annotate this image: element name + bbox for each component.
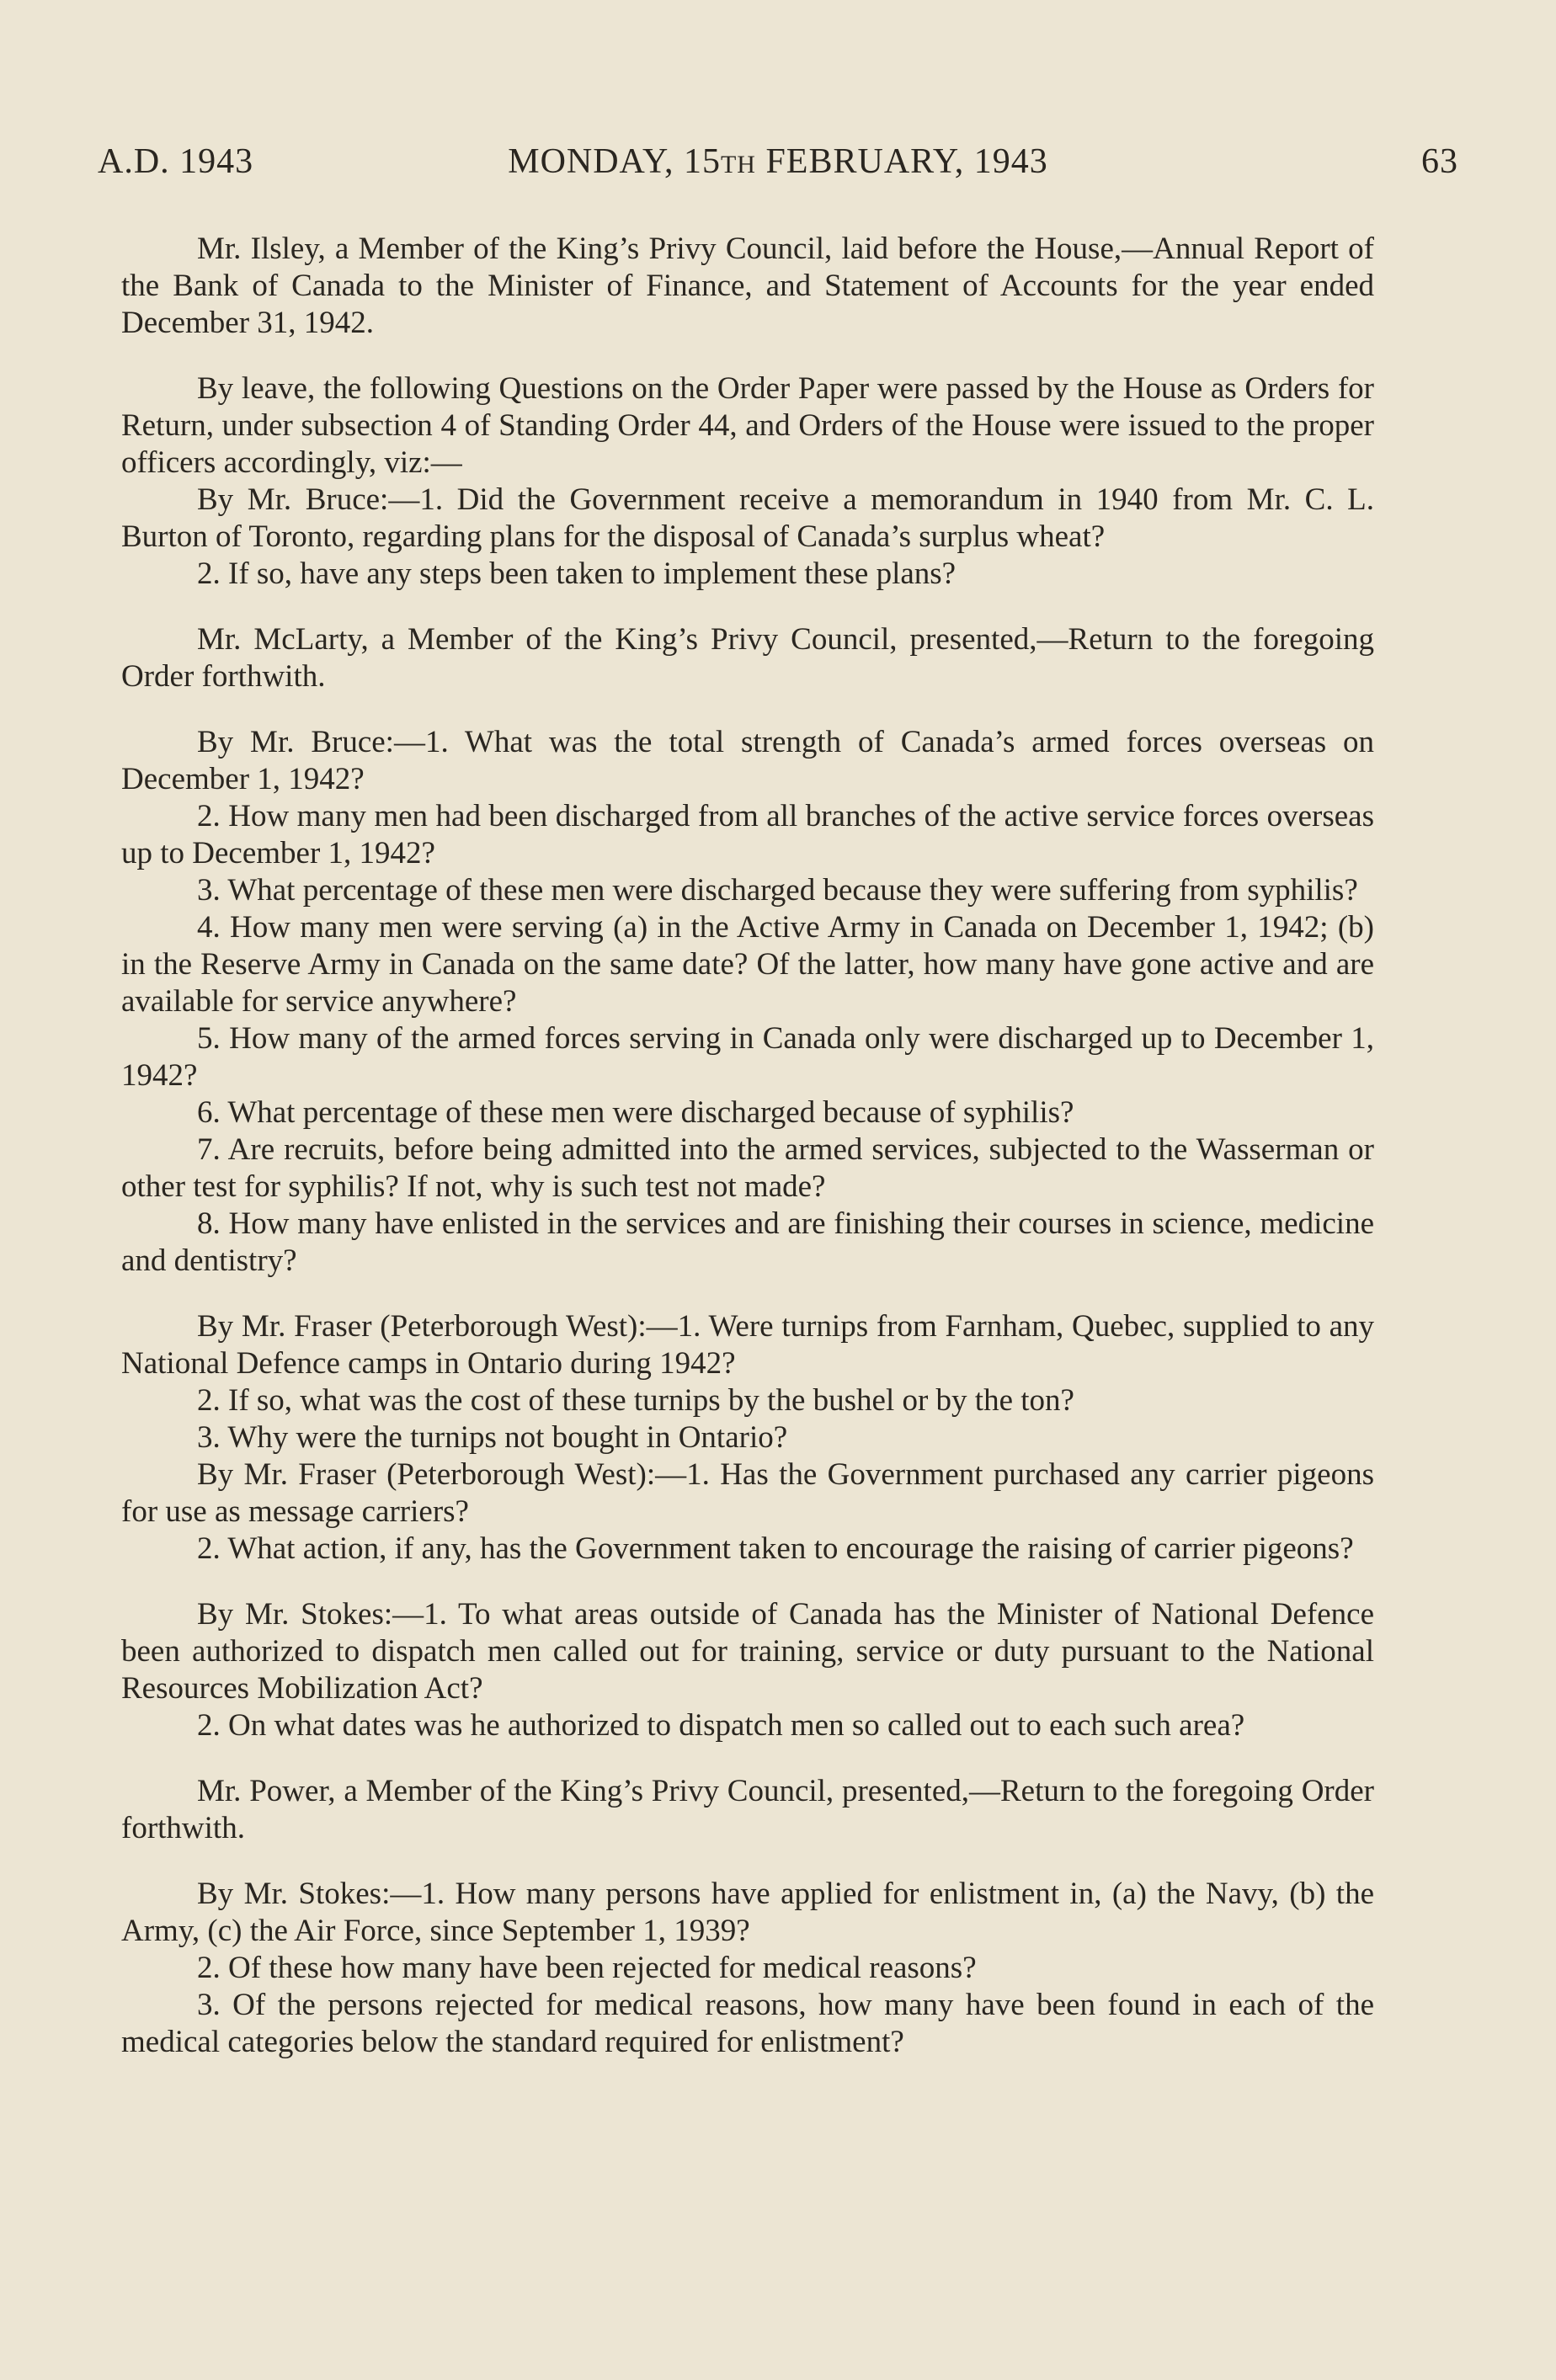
header-date-post: FEBRUARY, 1943 <box>755 142 1048 181</box>
paragraph: By Mr. Stokes:—1. To what areas outside of Canada has the Minister of National Defence been authorized to dispatch men called out for training, service or duty pursuant to the National Resources Mobilization Act? <box>121 1597 1374 1706</box>
paragraph: By Mr. Fraser (Peterborough West):—1. Has the Government purchased any carrier pigeons for use as message carriers? <box>121 1457 1374 1529</box>
paragraph: 2. If so, have any steps been taken to implement these plans? <box>197 556 957 591</box>
header-date-pre: MONDAY, 15 <box>508 142 721 181</box>
page-number: 63 <box>1421 142 1458 181</box>
paragraph: 6. What percentage of these men were discharged because of syphilis? <box>197 1095 1074 1130</box>
paragraph: Mr. McLarty, a Member of the King’s Privy Council, presented,—Return to the foregoing Order forthwith. <box>121 622 1374 694</box>
paragraph: By Mr. Bruce:—1. Did the Government receive a memorandum in 1940 from Mr. C. L. Burton of Toronto, regarding plans for the disposal of Canada’s surplus wheat? <box>121 482 1374 554</box>
paragraph: Mr. Ilsley, a Member of the King’s Privy Council, laid before the House,—Annual Report of the Bank of Canada to the Minister of Finance, and Statement of Accounts for the year ended December 31, 1942. <box>121 232 1374 340</box>
paragraph: 4. How many men were serving (a) in the Active Army in Canada on December 1, 1942; (b) in the Reserve Army in Canada on the same date? Of the latter, how many have gone active and are available for service anywhere? <box>121 910 1374 1019</box>
paragraph: 3. Of the persons rejected for medical reasons, how many have been found in each of the medical categories below the standard required for enlistment? <box>121 1988 1374 2059</box>
paragraph: 2. How many men had been discharged from all branches of the active service forces overseas up to December 1, 1942? <box>121 799 1374 871</box>
header-year: A.D. 1943 <box>98 142 254 181</box>
paragraph: 2. Of these how many have been rejected for medical reasons? <box>197 1951 977 1985</box>
paragraph: By Mr. Fraser (Peterborough West):—1. Were turnips from Farnham, Quebec, supplied to any National Defence camps in Ontario during 1942? <box>121 1309 1374 1381</box>
paragraph: 2. What action, if any, has the Government taken to encourage the raising of carrier pigeons? <box>197 1531 1354 1566</box>
paragraph: 2. On what dates was he authorized to dispatch men so called out to each such area? <box>197 1708 1245 1743</box>
paragraph: 8. How many have enlisted in the services and are finishing their courses in science, medicine and dentistry? <box>121 1206 1374 1278</box>
paragraph: By Mr. Bruce:—1. What was the total strength of Canada’s armed forces overseas on December 1, 1942? <box>121 725 1374 796</box>
journal-body <box>121 231 1374 2061</box>
paragraph: 3. What percentage of these men were discharged because they were suffering from syphilis? <box>197 873 1358 908</box>
paragraph: 2. If so, what was the cost of these turnips by the bushel or by the ton? <box>197 1383 1074 1418</box>
paragraph: By leave, the following Questions on the Order Paper were passed by the House as Orders for Return, under subsection 4 of Standing Order 44, and Orders of the House were issued to the proper officers accordingly, viz:— <box>121 371 1374 480</box>
header-date <box>98 141 1458 182</box>
header-date-sup: TH <box>720 151 756 178</box>
paragraph: By Mr. Stokes:—1. How many persons have applied for enlistment in, (a) the Navy, (b) the Army, (c) the Air Force, since September 1, 1939? <box>121 1877 1374 1948</box>
paragraph: 7. Are recruits, before being admitted into the armed services, subjected to the Wasserman or other test for syphilis? If not, why is such test not made? <box>121 1132 1374 1204</box>
paragraph: Mr. Power, a Member of the King’s Privy Council, presented,—Return to the foregoing Order forthwith. <box>121 1774 1374 1845</box>
paragraph: 5. How many of the armed forces serving in Canada only were discharged up to December 1, 1942? <box>121 1021 1374 1093</box>
paragraph: 3. Why were the turnips not bought in Ontario? <box>197 1420 788 1455</box>
page-header <box>98 141 1458 192</box>
